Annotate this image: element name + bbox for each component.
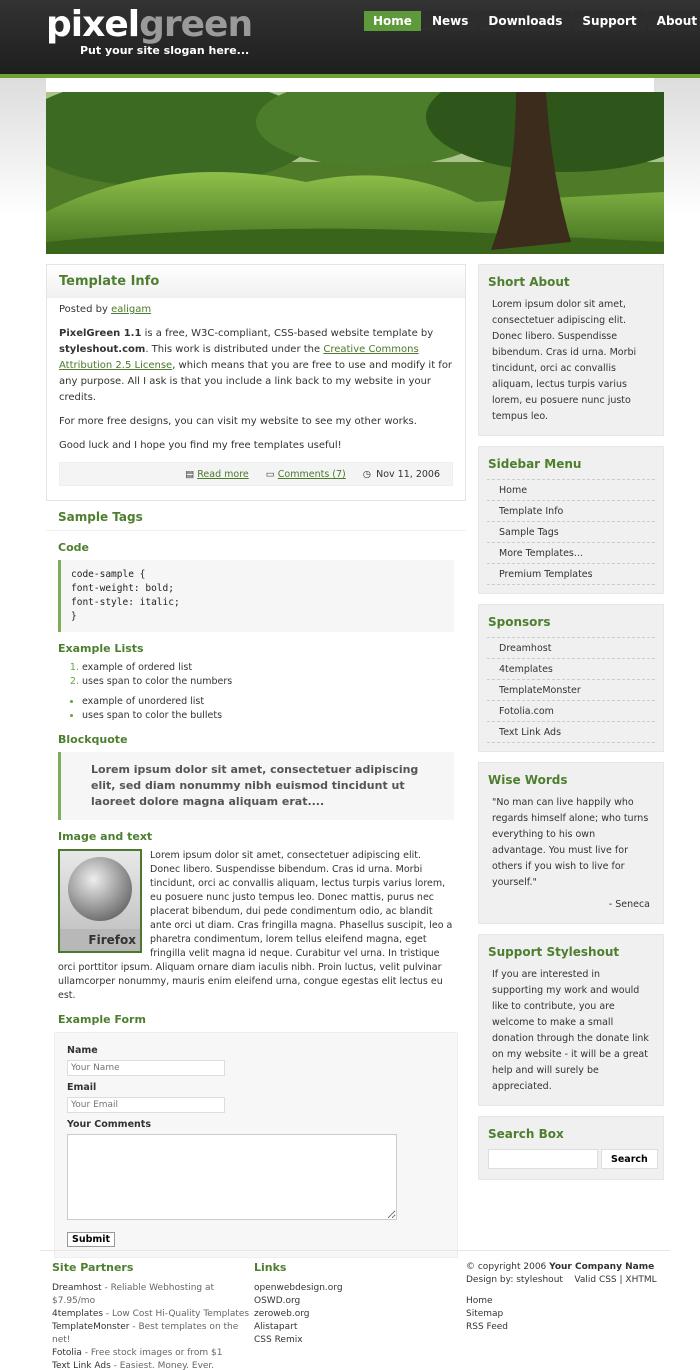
- sidebar-menu-title: Sidebar Menu: [488, 457, 582, 471]
- sidebar: [478, 264, 664, 1190]
- list-item: 2. uses span to color the numbers: [82, 675, 466, 689]
- sponsor-item[interactable]: TemplateMonster: [487, 680, 655, 701]
- footer-link[interactable]: Sitemap: [466, 1309, 504, 1319]
- page-icon: ▤: [185, 469, 195, 480]
- clock-icon: ◷: [362, 469, 372, 480]
- unordered-list: [82, 695, 466, 723]
- partner-link[interactable]: Dreamhost - Reliable Webhosting at $7.95/mo: [52, 1283, 215, 1306]
- comment-icon: ▭: [265, 469, 275, 480]
- site-footer: [40, 1250, 670, 1370]
- left-shade: [0, 78, 46, 218]
- footer-link[interactable]: Home: [466, 1296, 493, 1306]
- quote-text: "No man can live happily who regards himself alone; who turns everything to his own advantage. You must live for others if you wish to live for yourself.": [492, 797, 649, 888]
- post-byline: Posted by ealigam: [59, 304, 152, 315]
- list-item: • example of unordered list: [82, 695, 466, 709]
- lists-heading: Example Lists: [58, 642, 144, 655]
- image-text-heading: Image and text: [58, 830, 153, 843]
- links-column: [254, 1261, 434, 1347]
- list-item: • uses span to color the bullets: [82, 709, 466, 723]
- post-body-1: PixelGreen 1.1 is a free, W3C-compliant, CSS-based website template by styleshout.com. This work is distributed under the Creative Commons Attribution 2.5 License, which means that you are free to use and modify it for any purpose. All I ask is that you include a link back to my website in your credits.: [59, 328, 453, 403]
- sidebar-item-more-templates[interactable]: More Templates...: [487, 543, 655, 564]
- short-about-box: [478, 264, 664, 436]
- sponsor-item[interactable]: Fotolia.com: [487, 701, 655, 722]
- nav-news[interactable]: News: [423, 11, 477, 31]
- form-heading: Example Form: [58, 1013, 146, 1026]
- image-and-text: [46, 849, 466, 1003]
- post-template-info: [46, 264, 466, 501]
- image-text-body: Lorem ipsum dolor sit amet, consectetuer adipiscing elit. Donec libero. Suspendisse bibendum. Cras id urna. Morbi tincidunt, orci ac convallis aliquam, lectus turpis varius lorem, eu posuere nunc justo tempus leo. Donec mattis, purus nec placerat bibendum, dui pede condimentum odio, ac blandit ante orci ut diam. Cras fringilla magna. Phasellus suscipit, leo a pharetra condimentum, lorem tellus eleifend magna, eget fringilla velit magna id neque. Curabitur vel urna. In tristique orci porttitor ipsum. Aliquam ornare diam iaculis nibh. Proin luctus, velit pulvinar ullamcorper nonummy, mauris enim eleifend urna, congue egestas elit lectus eu est.: [58, 850, 453, 1001]
- firefox-image: Firefox: [58, 849, 142, 953]
- valid-links[interactable]: Valid CSS | XHTML: [574, 1275, 657, 1285]
- firefox-icon: [68, 857, 132, 921]
- site-logo[interactable]: pixelgreen: [46, 4, 253, 45]
- wise-words-title: Wise Words: [488, 773, 568, 787]
- submit-button[interactable]: Submit: [67, 1232, 115, 1247]
- sponsors-box: [478, 604, 664, 752]
- footer-link[interactable]: CSS Remix: [254, 1335, 303, 1345]
- code-heading: Code: [58, 541, 89, 554]
- partners-column: [52, 1261, 252, 1370]
- short-about-title: Short About: [488, 275, 570, 289]
- partner-link[interactable]: Fotolia - Free stock images or from $1: [52, 1348, 223, 1358]
- nav-support[interactable]: Support: [573, 11, 645, 31]
- nav-home[interactable]: Home: [364, 11, 421, 31]
- copyright-column: [466, 1261, 670, 1334]
- wise-words-box: [478, 762, 664, 924]
- author-link[interactable]: ealigam: [111, 304, 152, 315]
- sidebar-item-premium-templates[interactable]: Premium Templates: [487, 564, 655, 585]
- post-body-2: For more free designs, you can visit my website to see my other works.: [59, 416, 417, 427]
- blockquote: Lorem ipsum dolor sit amet, consectetuer adipiscing elit, sed diam nonummy nibh euismod tincidunt ut laoreet dolore magna aliquam erat....: [58, 752, 454, 820]
- code-sample: code-sample { font-weight: bold; font-style: italic; }: [58, 560, 454, 632]
- search-input[interactable]: [488, 1149, 598, 1169]
- sponsor-item[interactable]: Dreamhost: [487, 638, 655, 659]
- blockquote-heading: Blockquote: [58, 733, 128, 746]
- support-box: [478, 934, 664, 1106]
- site-slogan: Put your site slogan here...: [80, 44, 250, 57]
- short-about-text: Lorem ipsum dolor sit amet, consectetuer adipiscing elit. Donec libero. Suspendisse bibendum. Cras id urna. Morbi tincidunt, orci ac convallis aliquam, lectus turpis varius lorem, eu posuere nunc justo tempus leo.: [492, 299, 637, 422]
- sidebar-item-home[interactable]: Home: [487, 480, 655, 501]
- name-field[interactable]: [67, 1060, 225, 1076]
- example-form: [54, 1032, 458, 1258]
- quote-author: - Seneca: [608, 899, 650, 910]
- sidebar-menu-box: [478, 446, 664, 594]
- comments-textarea[interactable]: [67, 1134, 397, 1220]
- read-more-link[interactable]: Read more: [197, 469, 249, 480]
- post-footer: [59, 462, 453, 486]
- design-credit: Design by: styleshout Valid CSS | XHTML: [466, 1275, 657, 1285]
- partner-link[interactable]: TemplateMonster - Best templates on the net!: [52, 1322, 239, 1345]
- partners-title: Site Partners: [52, 1261, 134, 1274]
- name-label: Name: [67, 1045, 98, 1056]
- links-title: Links: [254, 1261, 287, 1274]
- copyright: © copyright 2006 Your Company Name: [466, 1262, 655, 1272]
- list-item: 1. example of ordered list: [82, 661, 466, 675]
- footer-link[interactable]: OSWD.org: [254, 1296, 301, 1306]
- partner-link[interactable]: Text Link Ads - Easiest. Money. Ever.: [52, 1361, 215, 1370]
- post-body-3: Good luck and I hope you find my free templates useful!: [59, 440, 342, 451]
- nav-about[interactable]: About: [648, 11, 700, 31]
- sponsors-title: Sponsors: [488, 615, 551, 629]
- footer-link[interactable]: Alistapart: [254, 1322, 298, 1332]
- sponsor-item[interactable]: 4templates: [487, 659, 655, 680]
- sidebar-item-template-info[interactable]: Template Info: [487, 501, 655, 522]
- support-text: If you are interested in supporting my work and would like to contribute, you are welcome to make a small donation through the donate link on my website - it will be a great help and will surely be appreciated.: [492, 969, 649, 1092]
- email-label: Email: [67, 1082, 97, 1093]
- footer-link[interactable]: RSS Feed: [466, 1322, 509, 1332]
- comments-label: Your Comments: [67, 1119, 151, 1130]
- search-title: Search Box: [488, 1127, 564, 1141]
- footer-link[interactable]: openwebdesign.org: [254, 1283, 343, 1293]
- comments-link[interactable]: Comments (7): [277, 469, 346, 480]
- sponsor-item[interactable]: Text Link Ads: [487, 722, 655, 743]
- partner-link[interactable]: 4templates - Low Cost Hi-Quality Templates: [52, 1309, 250, 1319]
- main-content: [46, 264, 466, 1258]
- email-field[interactable]: [67, 1097, 225, 1113]
- post-title[interactable]: Template Info: [47, 265, 465, 298]
- main-nav: [364, 11, 700, 31]
- nav-downloads[interactable]: Downloads: [479, 11, 571, 31]
- ordered-list: [82, 661, 466, 689]
- sample-tags-title: Sample Tags: [46, 501, 466, 531]
- search-button[interactable]: Search: [601, 1149, 658, 1169]
- footer-link[interactable]: zeroweb.org: [254, 1309, 310, 1319]
- site-header: [0, 0, 700, 78]
- sidebar-item-sample-tags[interactable]: Sample Tags: [487, 522, 655, 543]
- support-title: Support Styleshout: [488, 945, 620, 959]
- license-link[interactable]: Creative Commons Attribution 2.5 License: [59, 344, 419, 371]
- search-box: [478, 1116, 664, 1180]
- post-date: Nov 11, 2006: [376, 469, 440, 480]
- header-photo: [46, 92, 664, 254]
